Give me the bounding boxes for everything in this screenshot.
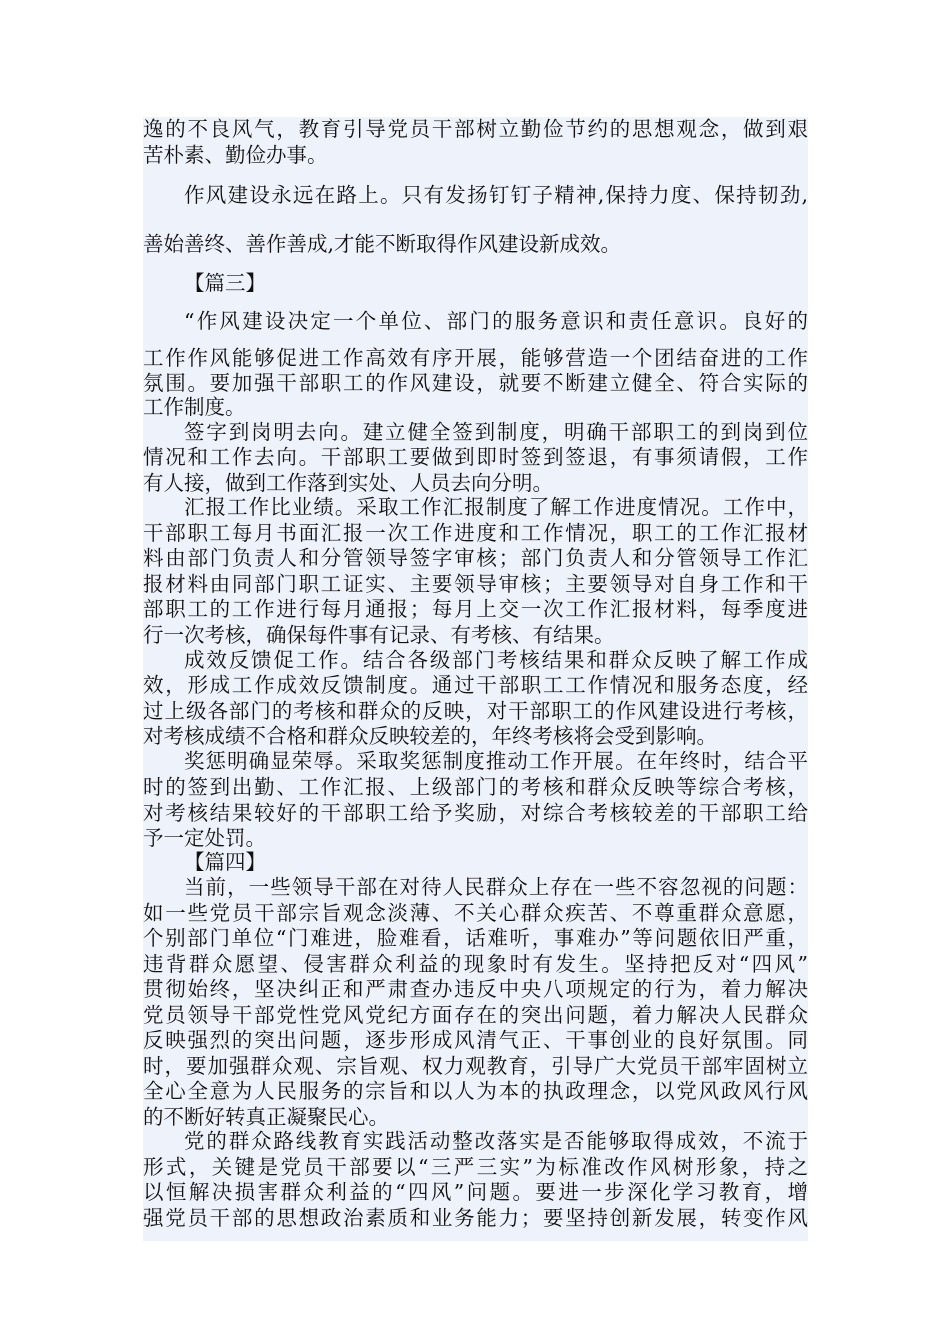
text-line: 过上级各部门的考核和群众的反映，对干部职工的作风建设进行考核， [143,699,808,723]
text-line: 反映强烈的突出问题，逐步形成风清气正、干事创业的良好氛围。同 [143,1028,808,1052]
text-line: 成效反馈促工作。结合各级部门考核结果和群众反映了解工作成 [184,648,808,672]
text-line: 【篇三】 [184,271,266,295]
text-line: 效，形成工作成效反馈制度。通过干部职工工作情况和服务态度，经 [143,673,808,697]
text-line: 党的群众路线教育实践活动整改落实是否能够取得成效，不流于 [184,1129,808,1153]
text-line: 党员领导干部党性党风党纪方面存在的突出问题，着力解决人民群众 [143,1003,808,1027]
text-line: 汇报工作比业绩。采取工作汇报制度了解工作进度情况。工作中， [184,495,808,519]
text-line: 工作作风能够促进工作高效有序开展，能够营造一个团结奋进的工作 [143,346,808,370]
text-line: 干部职工每月书面汇报一次工作进度和工作情况，职工的工作汇报材 [143,521,808,545]
text-line: 苦朴素、勤俭办事。 [143,143,328,167]
text-line: 个别部门单位“门难进，脸难看，话难听，事难办”等问题依旧严重， [143,926,808,950]
text-line: 对考核成绩不合格和群众反映较差的，年终考核将会受到影响。 [143,724,717,748]
text-line: 作风建设永远在路上。只有发扬钉钉子精神,保持力度、保持韧劲, [184,183,808,207]
text-line: 当前，一些领导干部在对待人民群众上存在一些不容忽视的问题： [184,875,808,899]
text-line: 如一些党员干部宗旨观念淡薄、不关心群众疾苦、不尊重群众意愿， [143,901,808,925]
text-line: 以恒解决损害群众利益的“四风”问题。要进一步深化学习教育，增 [143,1180,808,1204]
text-line: 时的签到出勤、工作汇报、上级部门的考核和群众反映等综合考核， [143,775,808,799]
text-line: 氛围。要加强干部职工的作风建设，就要不断建立健全、符合实际的 [143,371,808,395]
text-line: 【篇四】 [184,850,266,874]
text-line: 予一定处罚。 [143,826,266,850]
text-line: 签字到岗明去向。建立健全签到制度，明确干部职工的到岗到位 [184,420,808,444]
text-body [143,117,808,1241]
text-line: 工作制度。 [143,395,246,419]
text-line: 行一次考核，确保每件事有记录、有考核、有结果。 [143,623,615,647]
text-line: 违背群众愿望、侵害群众利益的现象时有发生。坚持把反对“四风” [143,952,808,976]
text-line: 形式，关键是党员干部要以“三严三实”为标准改作风树形象，持之 [143,1155,808,1179]
text-line: 全心全意为人民服务的宗旨和以人为本的执政理念，以党风政风行风 [143,1079,808,1103]
text-line: 报材料由同部门职工证实、主要领导审核；主要领导对自身工作和干 [143,572,808,596]
text-line: 时，要加强群众观、宗旨观、权力观教育，引导广大党员干部牢固树立 [143,1054,808,1078]
text-line: 逸的不良风气，教育引导党员干部树立勤俭节约的思想观念，做到艰 [143,117,808,141]
text-line: 善始善终、善作善成,才能不断取得作风建设新成效。 [143,232,622,256]
text-line: 有人接，做到工作落到实处、人员去向分明。 [143,471,553,495]
text-line: “作风建设决定一个单位、部门的服务意识和责任意识。良好的 [184,309,808,333]
text-line: 的不断好转真正凝聚民心。 [143,1105,389,1129]
text-line: 部职工的工作进行每月通报；每月上交一次工作汇报材料，每季度进 [143,597,808,621]
text-line: 情况和工作去向。干部职工要做到即时签到签退，有事须请假，工作 [143,445,808,469]
text-line: 料由部门负责人和分管领导签字审核；部门负责人和分管领导工作汇 [143,546,808,570]
text-line: 强党员干部的思想政治素质和业务能力；要坚持创新发展，转变作风 [143,1206,808,1230]
text-line: 贯彻始终，坚决纠正和严肃查办违反中央八项规定的行为，着力解决 [143,977,808,1001]
text-line: 对考核结果较好的干部职工给予奖励，对综合考核较差的干部职工给 [143,801,808,825]
text-line: 奖惩明确显荣辱。采取奖惩制度推动工作开展。在年终时，结合平 [184,749,808,773]
